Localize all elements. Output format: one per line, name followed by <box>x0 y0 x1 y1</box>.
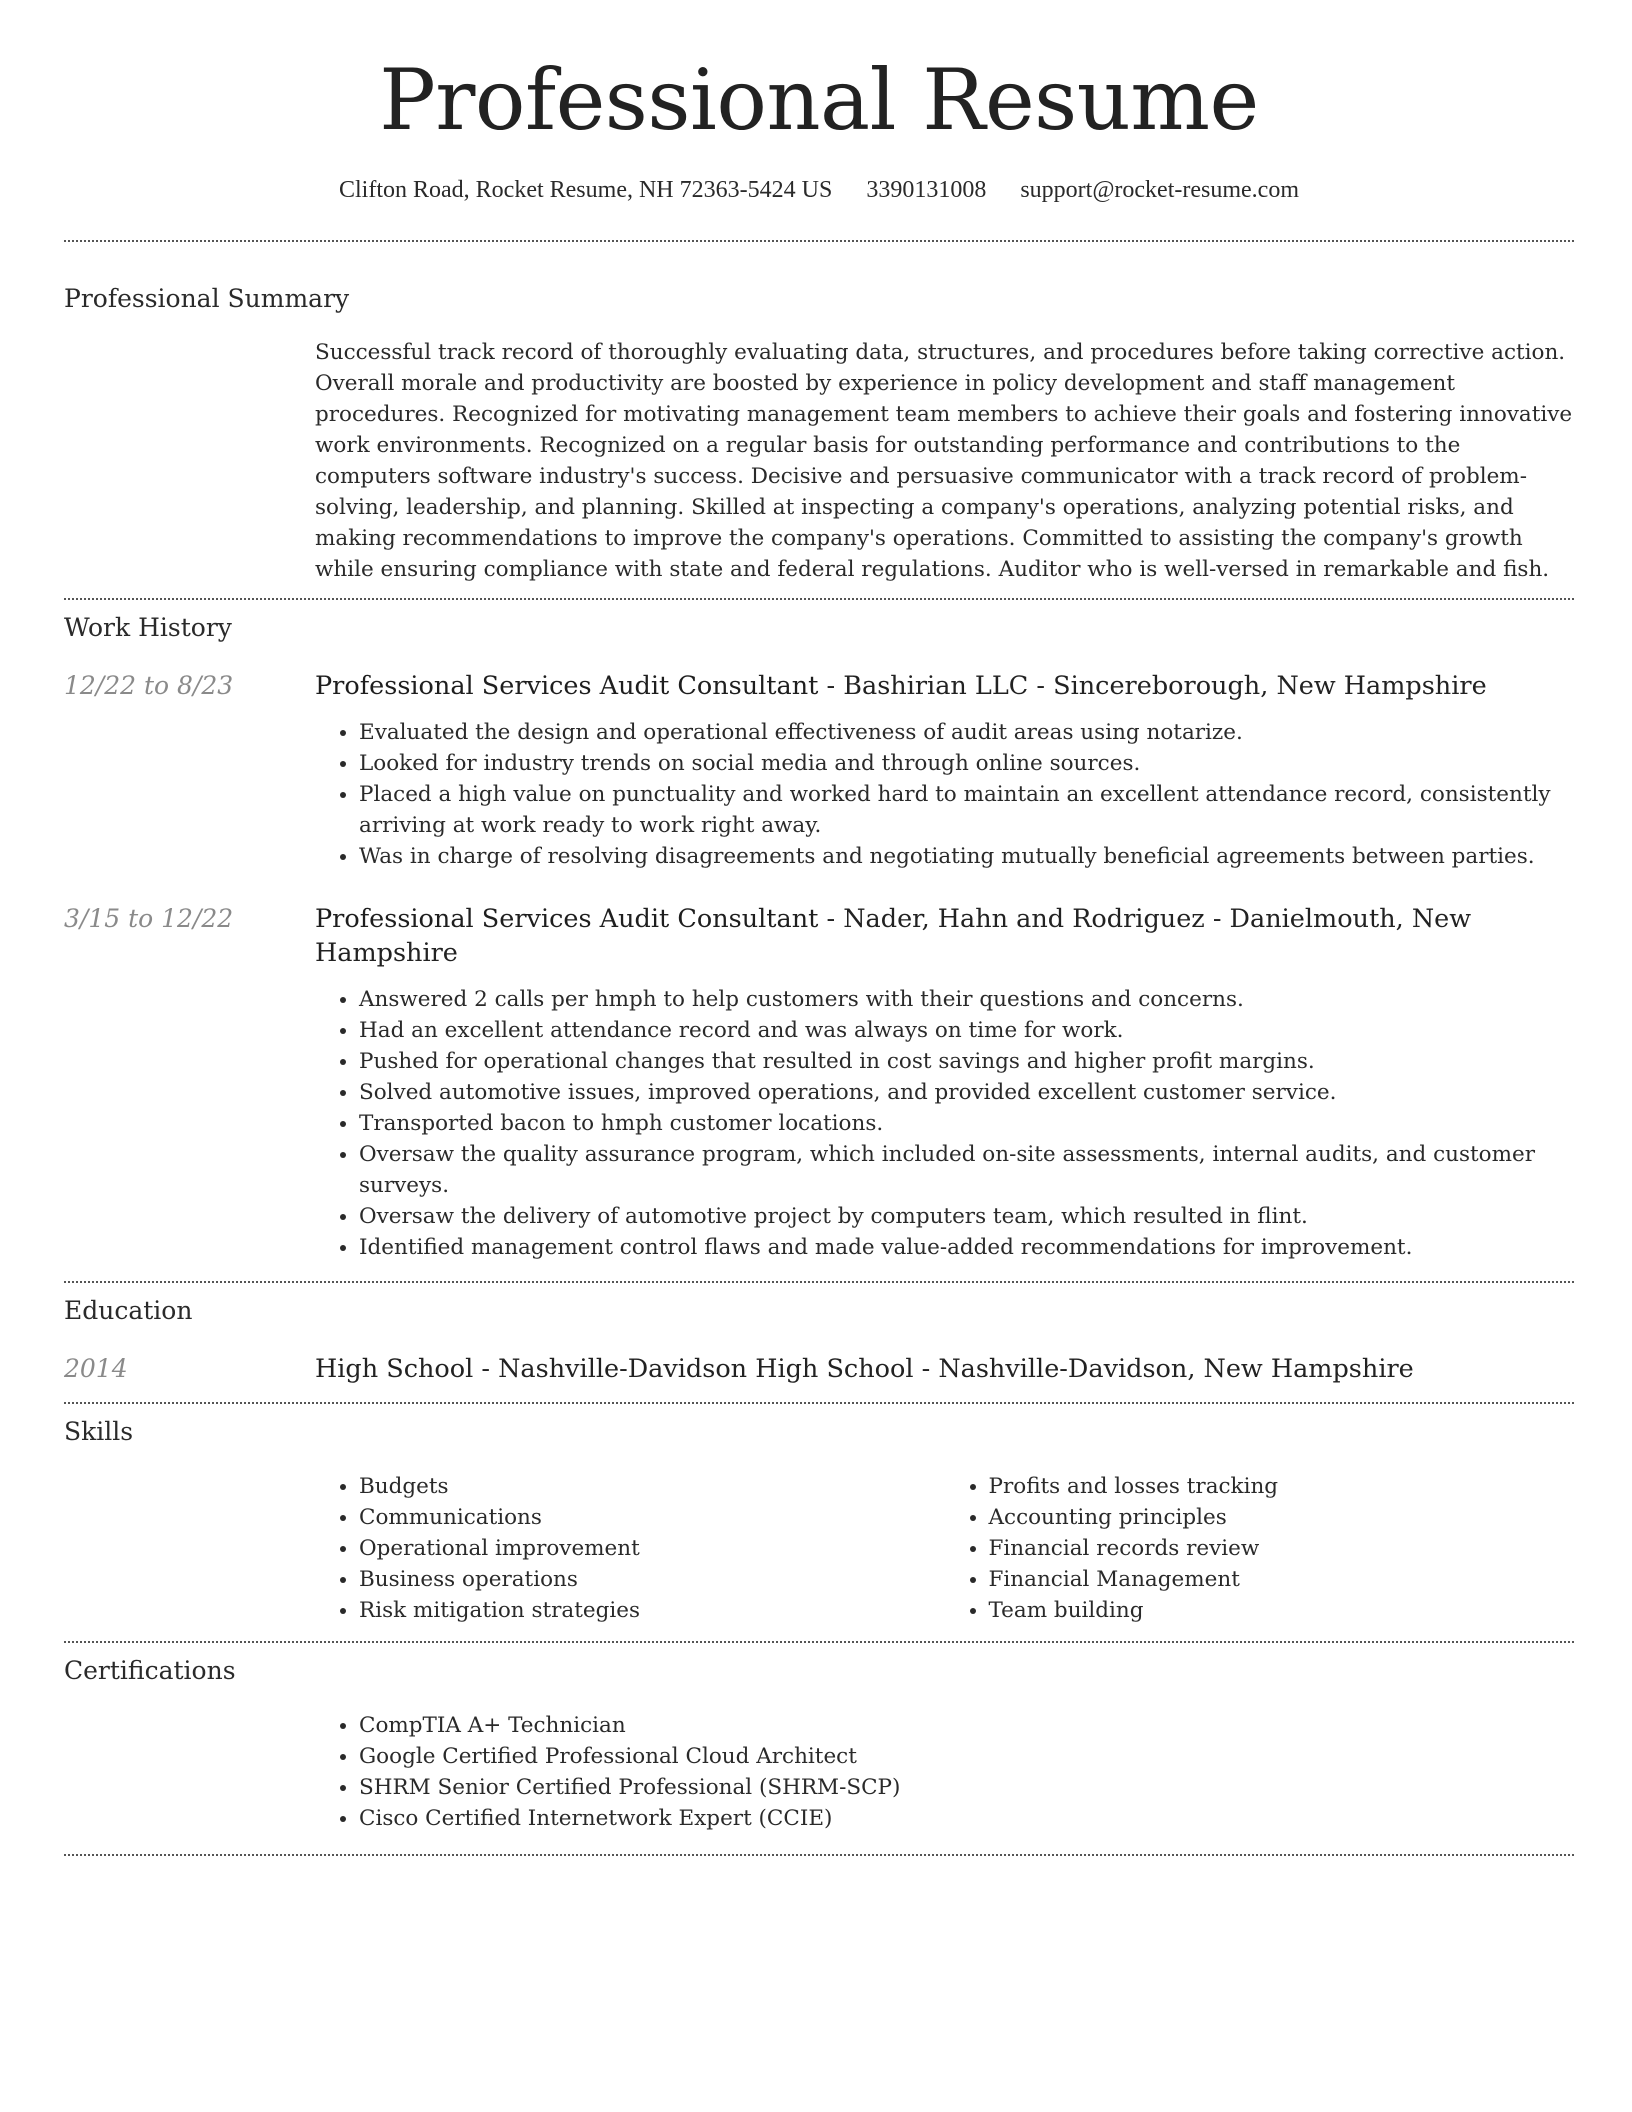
job-title: Professional Services Audit Consultant <box>315 904 819 934</box>
list-item: • Looked for industry trends on social media and through online sources. <box>359 748 1574 779</box>
list-item: • Risk mitigation strategies <box>359 1595 945 1626</box>
list-item: • Accounting principles <box>989 1502 1575 1533</box>
list-item: • Financial records review <box>989 1533 1575 1564</box>
list-item: • Placed a high value on punctuality and worked hard to maintain an excellent attendance record, consistently arriving at work ready to work right away. <box>359 779 1574 841</box>
certifications-section <box>64 1654 1574 1834</box>
job-bullets <box>315 984 1574 1263</box>
job-bullets <box>315 717 1574 872</box>
job-entry <box>64 669 1574 872</box>
list-item: • Answered 2 calls per hmph to help customers with their questions and concerns. <box>359 984 1574 1015</box>
skills-section <box>64 1415 1574 1626</box>
job-employer: - Bashirian LLC - Sincereborough, New Hampshire <box>818 671 1487 701</box>
section-divider <box>64 1641 1574 1643</box>
job-entry <box>64 902 1574 1263</box>
certifications-list <box>315 1710 1574 1834</box>
skills-list-left <box>315 1471 945 1626</box>
job-heading <box>315 669 1574 703</box>
list-item: • Solved automotive issues, improved operations, and provided excellent customer service. <box>359 1077 1574 1108</box>
skills-heading: Skills <box>64 1417 134 1446</box>
education-entry <box>64 1352 1574 1386</box>
job-dates: 3/15 to 12/22 <box>64 904 234 933</box>
resume-title: Professional Resume <box>379 51 1259 149</box>
education-section <box>64 1294 1574 1386</box>
list-item: • CompTIA A+ Technician <box>359 1710 1574 1741</box>
work-history-heading: Work History <box>64 613 232 642</box>
education-details: High School - Nashville-Davidson High School - Nashville-Davidson, New Hampshire <box>315 1354 1414 1384</box>
skills-columns <box>315 1471 1574 1626</box>
list-item: • Oversaw the delivery of automotive project by computers team, which resulted in flint. <box>359 1201 1574 1232</box>
list-item: • Evaluated the design and operational effectiveness of audit areas using notarize. <box>359 717 1574 748</box>
job-dates: 12/22 to 8/23 <box>64 671 234 700</box>
contact-address: Clifton Road, Rocket Resume, NH 72363-5424 US <box>339 177 833 203</box>
list-item: • Business operations <box>359 1564 945 1595</box>
skills-list-right <box>945 1471 1575 1626</box>
education-year: 2014 <box>64 1354 128 1383</box>
list-item: • Oversaw the quality assurance program, which included on-site assessments, internal audits, and customer surveys. <box>359 1139 1574 1201</box>
job-heading <box>315 902 1574 970</box>
list-item: • Had an excellent attendance record and was always on time for work. <box>359 1015 1574 1046</box>
list-item: • Transported bacon to hmph customer locations. <box>359 1108 1574 1139</box>
section-divider <box>64 1854 1574 1856</box>
list-item: • Pushed for operational changes that resulted in cost savings and higher profit margins. <box>359 1046 1574 1077</box>
list-item: • Team building <box>989 1595 1575 1626</box>
summary-section <box>64 282 1574 585</box>
section-divider <box>64 240 1574 242</box>
certifications-heading: Certifications <box>64 1656 236 1685</box>
contact-phone: 3390131008 <box>866 177 987 203</box>
list-item: • Operational improvement <box>359 1533 945 1564</box>
list-item: • Google Certified Professional Cloud Architect <box>359 1741 1574 1772</box>
work-history-section <box>64 611 1574 1263</box>
resume-page <box>64 0 1574 1856</box>
section-divider <box>64 598 1574 600</box>
summary-text: Successful track record of thoroughly evaluating data, structures, and procedures before taking corrective action. Overall morale and productivity are boosted by experience in policy development and staff management procedures. Recognized for motivating management team members to achieve their goals and fostering innovative work environments. Recognized on a regular basis for outstanding performance and contributions to the computers software industry's success. Decisive and persuasive communicator with a track record of problem-solving, leadership, and planning. Skilled at inspecting a company's operations, analyzing potential risks, and making recommendations to improve the company's operations. Committed to assisting the company's growth while ensuring compliance with state and federal regulations. Auditor who is well-versed in remarkable and fish. <box>315 340 1573 582</box>
list-item: • Budgets <box>359 1471 945 1502</box>
summary-heading: Professional Summary <box>64 284 350 313</box>
section-divider <box>64 1281 1574 1283</box>
job-employer: - Nader, Hahn and Rodriguez - Danielmouth, New Hampshire <box>315 904 1472 968</box>
list-item: • Cisco Certified Internetwork Expert (CCIE) <box>359 1803 1574 1834</box>
job-title: Professional Services Audit Consultant <box>315 671 819 701</box>
section-divider <box>64 1402 1574 1404</box>
list-item: • Financial Management <box>989 1564 1575 1595</box>
contact-line <box>64 174 1574 206</box>
list-item: • SHRM Senior Certified Professional (SHRM-SCP) <box>359 1772 1574 1803</box>
list-item: • Communications <box>359 1502 945 1533</box>
list-item: • Was in charge of resolving disagreements and negotiating mutually beneficial agreements between parties. <box>359 841 1574 872</box>
education-heading: Education <box>64 1296 193 1325</box>
list-item: • Profits and losses tracking <box>989 1471 1575 1502</box>
resume-header <box>64 0 1574 206</box>
list-item: • Identified management control flaws and made value-added recommendations for improvement. <box>359 1232 1574 1263</box>
contact-email: support@rocket-resume.com <box>1020 177 1299 203</box>
